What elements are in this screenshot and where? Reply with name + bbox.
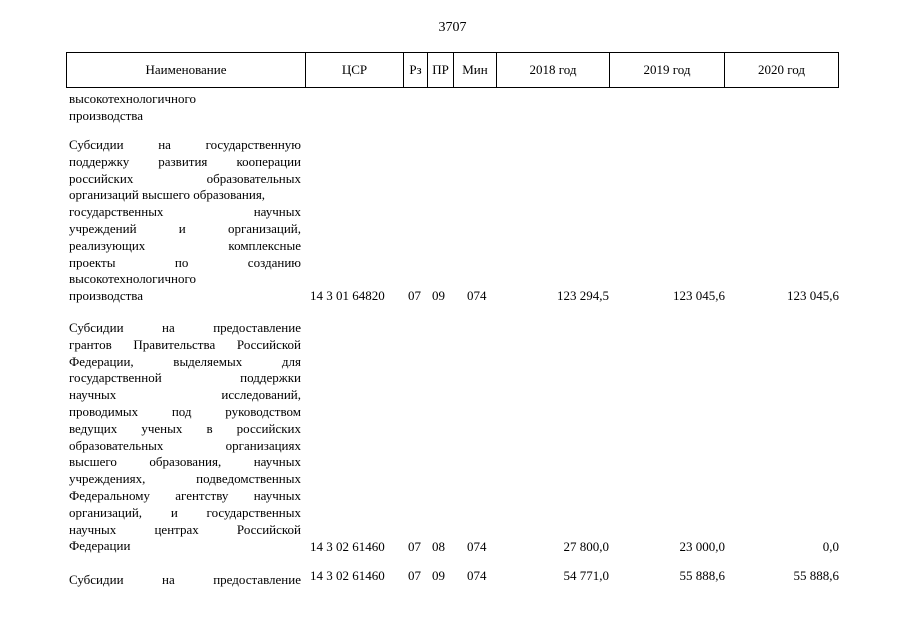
header-rz: Рз bbox=[404, 53, 428, 88]
amount-2020: 55 888,6 bbox=[793, 568, 839, 583]
description-line: научных центрах Российской bbox=[69, 521, 301, 537]
description-line: Федеральному агентству научных bbox=[69, 487, 301, 503]
description-line: Субсидии на предоставление bbox=[69, 572, 301, 587]
amount-2018: 54 771,0 bbox=[563, 568, 609, 583]
description-line: высшего образования, научных bbox=[69, 454, 301, 470]
table-header bbox=[66, 52, 839, 88]
amount-2019: 123 045,6 bbox=[673, 288, 725, 303]
description-line: производства bbox=[69, 288, 144, 304]
row-description bbox=[69, 137, 301, 305]
description-line: проекты по созданию bbox=[69, 254, 301, 270]
description-line: ведущих ученых в российских bbox=[69, 420, 301, 436]
header-pr: ПР bbox=[428, 53, 454, 88]
description-line: государственной поддержки bbox=[69, 370, 301, 386]
header-2019: 2019 год bbox=[610, 53, 725, 88]
row-description bbox=[69, 91, 301, 125]
min-code: 074 bbox=[467, 568, 487, 583]
description-line: поддержку развития кооперации bbox=[69, 153, 301, 169]
rz-code: 07 bbox=[408, 539, 421, 554]
description-line: Федерации bbox=[69, 538, 131, 554]
description-line: российских образовательных bbox=[69, 170, 301, 186]
row-description bbox=[69, 320, 301, 555]
description-line: производства bbox=[69, 107, 144, 123]
page-number: 3707 bbox=[438, 20, 467, 35]
min-code: 074 bbox=[467, 288, 487, 303]
header-name: Наименование bbox=[67, 53, 306, 88]
description-line: образовательных организациях bbox=[69, 437, 301, 453]
description-line: государственных научных bbox=[69, 204, 301, 220]
description-line: Федерации, выделяемых для bbox=[69, 353, 301, 369]
row-description bbox=[69, 572, 301, 589]
description-line: Субсидии на государственную bbox=[69, 137, 301, 152]
description-line: высокотехнологичного bbox=[69, 91, 196, 106]
pr-code: 09 bbox=[432, 288, 445, 303]
header-min: Мин bbox=[454, 53, 497, 88]
rz-code: 07 bbox=[408, 568, 421, 583]
pr-code: 09 bbox=[432, 568, 445, 583]
pr-code: 08 bbox=[432, 539, 445, 554]
header-2020: 2020 год bbox=[725, 53, 839, 88]
description-line: высокотехнологичного bbox=[69, 271, 196, 287]
description-line: научных исследований, bbox=[69, 387, 301, 403]
csr-code: 14 3 01 64820 bbox=[310, 288, 385, 303]
amount-2020: 123 045,6 bbox=[787, 288, 839, 303]
description-line: Субсидии на предоставление bbox=[69, 320, 301, 335]
amount-2018: 123 294,5 bbox=[557, 288, 609, 303]
amount-2018: 27 800,0 bbox=[563, 539, 609, 554]
description-line: реализующих комплексные bbox=[69, 237, 301, 253]
header-csr: ЦСР bbox=[306, 53, 404, 88]
description-line: учреждений и организаций, bbox=[69, 220, 301, 236]
rz-code: 07 bbox=[408, 288, 421, 303]
header-2018: 2018 год bbox=[497, 53, 610, 88]
csr-code: 14 3 02 61460 bbox=[310, 568, 385, 583]
amount-2019: 23 000,0 bbox=[679, 539, 725, 554]
csr-code: 14 3 02 61460 bbox=[310, 539, 385, 554]
description-line: проводимых под руководством bbox=[69, 403, 301, 419]
amount-2020: 0,0 bbox=[822, 539, 839, 554]
description-line: организаций, и государственных bbox=[69, 504, 301, 520]
min-code: 074 bbox=[467, 539, 487, 554]
description-line: учреждениях, подведомственных bbox=[69, 471, 301, 487]
description-line: организаций высшего образования, bbox=[69, 187, 266, 203]
description-line: грантов Правительства Российской bbox=[69, 336, 301, 352]
amount-2019: 55 888,6 bbox=[679, 568, 725, 583]
